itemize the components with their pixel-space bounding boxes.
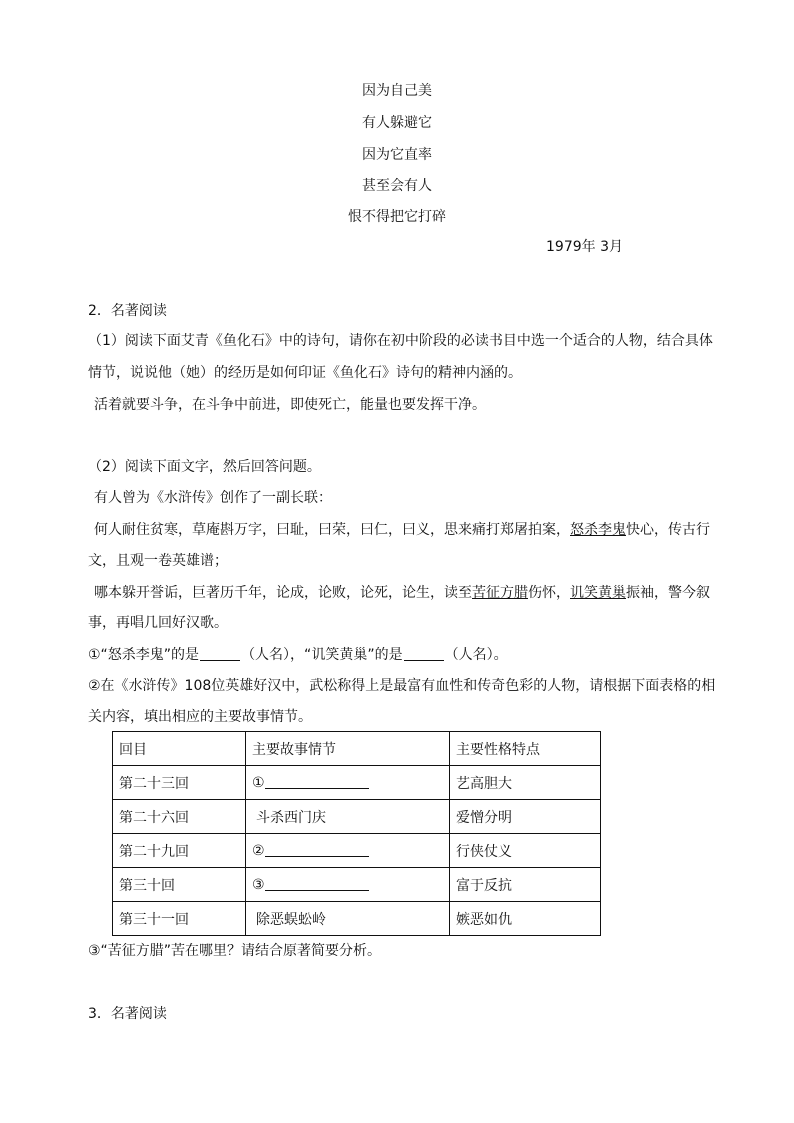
blank-number: ② (252, 843, 265, 859)
answer-blank[interactable] (265, 774, 369, 789)
trait-cell: 爱憎分明 (450, 800, 601, 834)
plot-cell (246, 868, 450, 902)
q2-part2-lead: 有人曾为《水浒传》创作了一副长联： (94, 490, 332, 506)
table-header-cell: 回目 (113, 732, 246, 766)
sub-question-1 (88, 646, 508, 664)
sub-question-2-line2: 关内容，填出相应的主要故事情节。 (88, 709, 312, 725)
chapter-cell: 第三十回 (113, 868, 246, 902)
sub-question-3: ③“苦征方腊”苦在哪里？请结合原著简要分析。 (88, 943, 382, 959)
table-row (113, 800, 601, 834)
couplet-text: 快心，传古行 (626, 522, 710, 538)
answer-blank[interactable] (404, 646, 444, 661)
plot-cell (246, 800, 450, 834)
table-body (113, 732, 601, 936)
trait-cell: 富于反抗 (450, 868, 601, 902)
plot-text: 除恶蜈蚣岭 (256, 911, 326, 928)
poem-line: 甚至会有人 (362, 178, 432, 194)
chapter-cell: 第二十六回 (113, 800, 246, 834)
trait-cell: 行侠仗义 (450, 834, 601, 868)
q2-part1-line2: 情节，说说他（她）的经历是如何印证《鱼化石》诗句的精神内涵的。 (88, 365, 522, 381)
trait-cell: 艺高胆大 (450, 766, 601, 800)
table-row (113, 834, 601, 868)
question-3-heading: 3．名著阅读 (88, 1006, 167, 1022)
chapter-cell: 第三十一回 (113, 902, 246, 936)
sub-question-2-line1: ②在《水浒传》108位英雄好汉中，武松称得上是最富有血性和传奇色彩的人物，请根据下面表格的相 (88, 678, 716, 694)
plot-cell (246, 902, 450, 936)
plot-cell (246, 834, 450, 868)
poem-line: 因为自己美 (362, 83, 432, 99)
answer-blank[interactable] (265, 876, 369, 891)
poem-line: 因为它直率 (362, 147, 432, 163)
sub-question-text: ①“怒杀李鬼”的是 (88, 647, 200, 663)
couplet-line-1 (88, 521, 710, 539)
chapter-cell: 第二十三回 (113, 766, 246, 800)
q2-part2-intro: （2）阅读下面文字，然后回答问题。 (88, 459, 321, 475)
table-row (113, 902, 601, 936)
couplet-text: 何人耐住贫寒，草庵斟万字，曰耻，曰荣，曰仁，曰义，思来痛打郑屠拍案， (94, 522, 570, 538)
table-header-cell: 主要故事情节 (246, 732, 450, 766)
answer-blank[interactable] (200, 646, 240, 661)
couplet-line-2 (88, 584, 710, 602)
couplet-text: 哪本躲开誉诟，巨著历千年，论成，论败，论死，论生，读至 (94, 585, 472, 601)
underlined-phrase: 怒杀李鬼 (570, 522, 626, 538)
trait-cell: 嫉恶如仇 (450, 902, 601, 936)
table-row (113, 766, 601, 800)
q2-part1-quote: 活着就要斗争，在斗争中前进，即使死亡，能量也要发挥干净。 (94, 397, 486, 413)
poem-line: 恨不得把它打碎 (348, 209, 446, 225)
underlined-phrase: 讥笑黄巢 (570, 585, 626, 601)
q2-part1-line1: （1）阅读下面艾青《鱼化石》中的诗句，请你在初中阶段的必读书目中选一个适合的人物，结合具体 (88, 333, 713, 349)
couplet-line-1-cont: 文，且观一卷英雄谱； (88, 553, 228, 569)
plot-cell (246, 766, 450, 800)
poem-date: 1979年 3月 (546, 239, 623, 255)
blank-number: ③ (252, 877, 265, 893)
answer-blank[interactable] (265, 842, 369, 857)
chapter-cell: 第二十九回 (113, 834, 246, 868)
couplet-text: 振袖，警今叙 (626, 585, 710, 601)
question-2-heading: 2．名著阅读 (88, 303, 167, 319)
table-header-row (113, 732, 601, 766)
sub-question-text: （人名）。 (444, 647, 508, 663)
couplet-line-2-cont: 事，再唱几回好汉歌。 (88, 615, 228, 631)
blank-number: ① (252, 775, 265, 791)
sub-question-text: （人名），“讥笑黄巢”的是 (241, 647, 403, 663)
underlined-phrase: 苦征方腊 (472, 585, 528, 601)
table-header-cell: 主要性格特点 (450, 732, 601, 766)
poem-line: 有人躲避它 (362, 115, 432, 131)
table-row (113, 868, 601, 902)
plot-text: 斗杀西门庆 (256, 809, 326, 826)
couplet-text: 伤怀， (528, 585, 570, 601)
wusong-story-table (112, 731, 601, 936)
